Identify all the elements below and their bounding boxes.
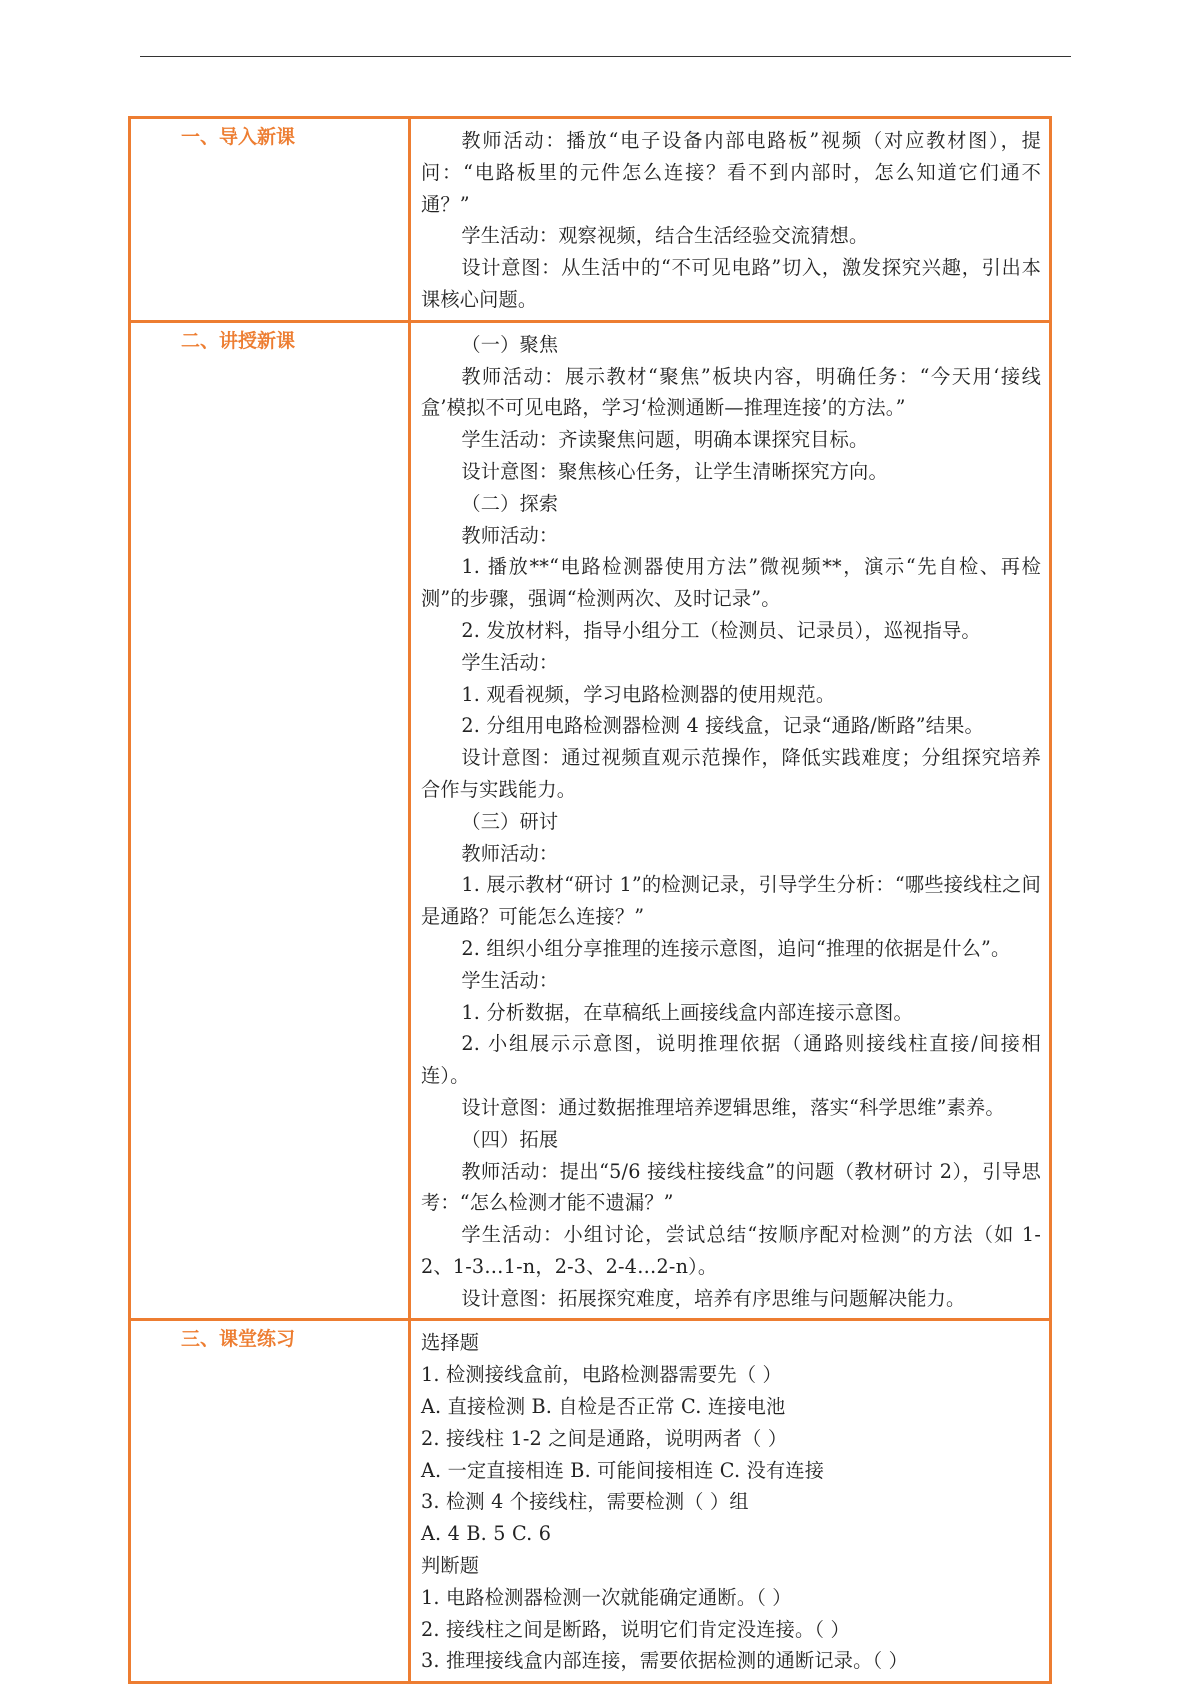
header-rule [140,56,1071,57]
paragraph: A. 直接检测 B. 自检是否正常 C. 连接电池 [421,1395,786,1419]
paragraph: 教师活动：播放“电子设备内部电路板”视频（对应教材图），提问：“电路板里的元件怎么连接？看不到内部时，怎么知道它们通不通？” [421,129,1041,216]
paragraph: 1. 观看视频，学习电路检测器的使用规范。 [461,682,836,706]
paragraph: 设计意图：聚焦核心任务，让学生清晰探究方向。 [461,459,888,483]
paragraph: A. 4 B. 5 C. 6 [421,1522,552,1546]
paragraph: 2. 接线柱 1-2 之间是通路，说明两者（ ） [421,1426,788,1450]
paragraph: 设计意图：从生活中的“不可见电路”切入，激发探究兴趣，引出本课核心问题。 [421,256,1041,311]
paragraph: 设计意图：通过数据推理培养逻辑思维，落实“科学思维”素养。 [461,1095,1005,1119]
paragraph: 设计意图：通过视频直观示范操作，降低实践难度；分组探究培养合作与实践能力。 [421,746,1041,801]
paragraph: A. 一定直接相连 B. 可能间接相连 C. 没有连接 [421,1458,825,1482]
paragraph: 2. 小组展示示意图，说明推理依据（通路则接线柱直接/间接相连）。 [421,1032,1041,1088]
paragraph: 学生活动：小组讨论，尝试总结“按顺序配对检测”的方法（如 1-2、1-3…1-n，2-3、2-4…2-n）。 [421,1223,1041,1278]
section-content [410,118,1051,322]
paragraph: 1. 检测接线盒前，电路检测器需要先（ ） [421,1363,782,1387]
paragraph: （三）研讨 [461,809,559,833]
section-row-intro [130,118,1051,322]
paragraph: 教师活动：展示教材“聚焦”板块内容，明确任务：“今天用‘接线盒’模拟不可见电路，学习‘检测通断—推理连接’的方法。” [421,364,1041,420]
paragraph: 2. 分组用电路检测器检测 4 接线盒，记录“通路/断路”结果。 [461,714,984,738]
paragraph: 设计意图：拓展探究难度，培养有序思维与问题解决能力。 [461,1286,966,1310]
paragraph: 教师活动： [461,523,559,547]
section-content [410,321,1051,1320]
paragraph: 1. 分析数据，在草稿纸上画接线盒内部连接示意图。 [461,1000,913,1024]
paragraph: 学生活动：观察视频，结合生活经验交流猜想。 [461,224,869,248]
paragraph: 教师活动：提出“5/6 接线柱接线盒”的问题（教材研讨 2），引导思考：“怎么检测才能不遗漏？” [421,1159,1041,1215]
paragraph: 学生活动：齐读聚焦问题，明确本课探究目标。 [461,428,869,452]
paragraph: 1. 电路检测器检测一次就能确定通断。（ ） [421,1585,792,1609]
paragraph: 学生活动： [461,968,559,992]
paragraph: 3. 推理接线盒内部连接，需要依据检测的通断记录。（ ） [421,1649,909,1673]
section-row-teaching [130,321,1051,1320]
section-content [410,1320,1051,1683]
paragraph: 2. 组织小组分享推理的连接示意图，追问“推理的依据是什么”。 [461,936,1011,960]
paragraph: 学生活动： [461,650,559,674]
paragraph: 1. 播放**“电路检测器使用方法”微视频**，演示“先自检、再检测”的步骤，强调“检测两次、及时记录”。 [421,555,1041,611]
paragraph: （四）拓展 [461,1127,559,1151]
section-label: 三、课堂练习 [130,1320,410,1683]
section-label: 二、讲授新课 [130,321,410,1320]
lesson-plan-table [128,116,1052,1684]
paragraph: 3. 检测 4 个接线柱，需要检测（ ）组 [421,1490,749,1514]
section-label: 一、导入新课 [130,118,410,322]
section-row-practice [130,1320,1051,1683]
paragraph: （二）探索 [461,491,559,515]
paragraph: 2. 接线柱之间是断路，说明它们肯定没连接。（ ） [421,1617,850,1641]
paragraph: 选择题 [421,1331,480,1355]
paragraph: 2. 发放材料，指导小组分工（检测员、记录员），巡视指导。 [461,618,981,642]
paragraph: 判断题 [421,1554,480,1578]
paragraph: 教师活动： [461,841,559,865]
paragraph: （一）聚焦 [461,332,559,356]
paragraph: 1. 展示教材“研讨 1”的检测记录，引导学生分析：“哪些接线柱之间是通路？可能怎么连接？” [421,873,1041,929]
